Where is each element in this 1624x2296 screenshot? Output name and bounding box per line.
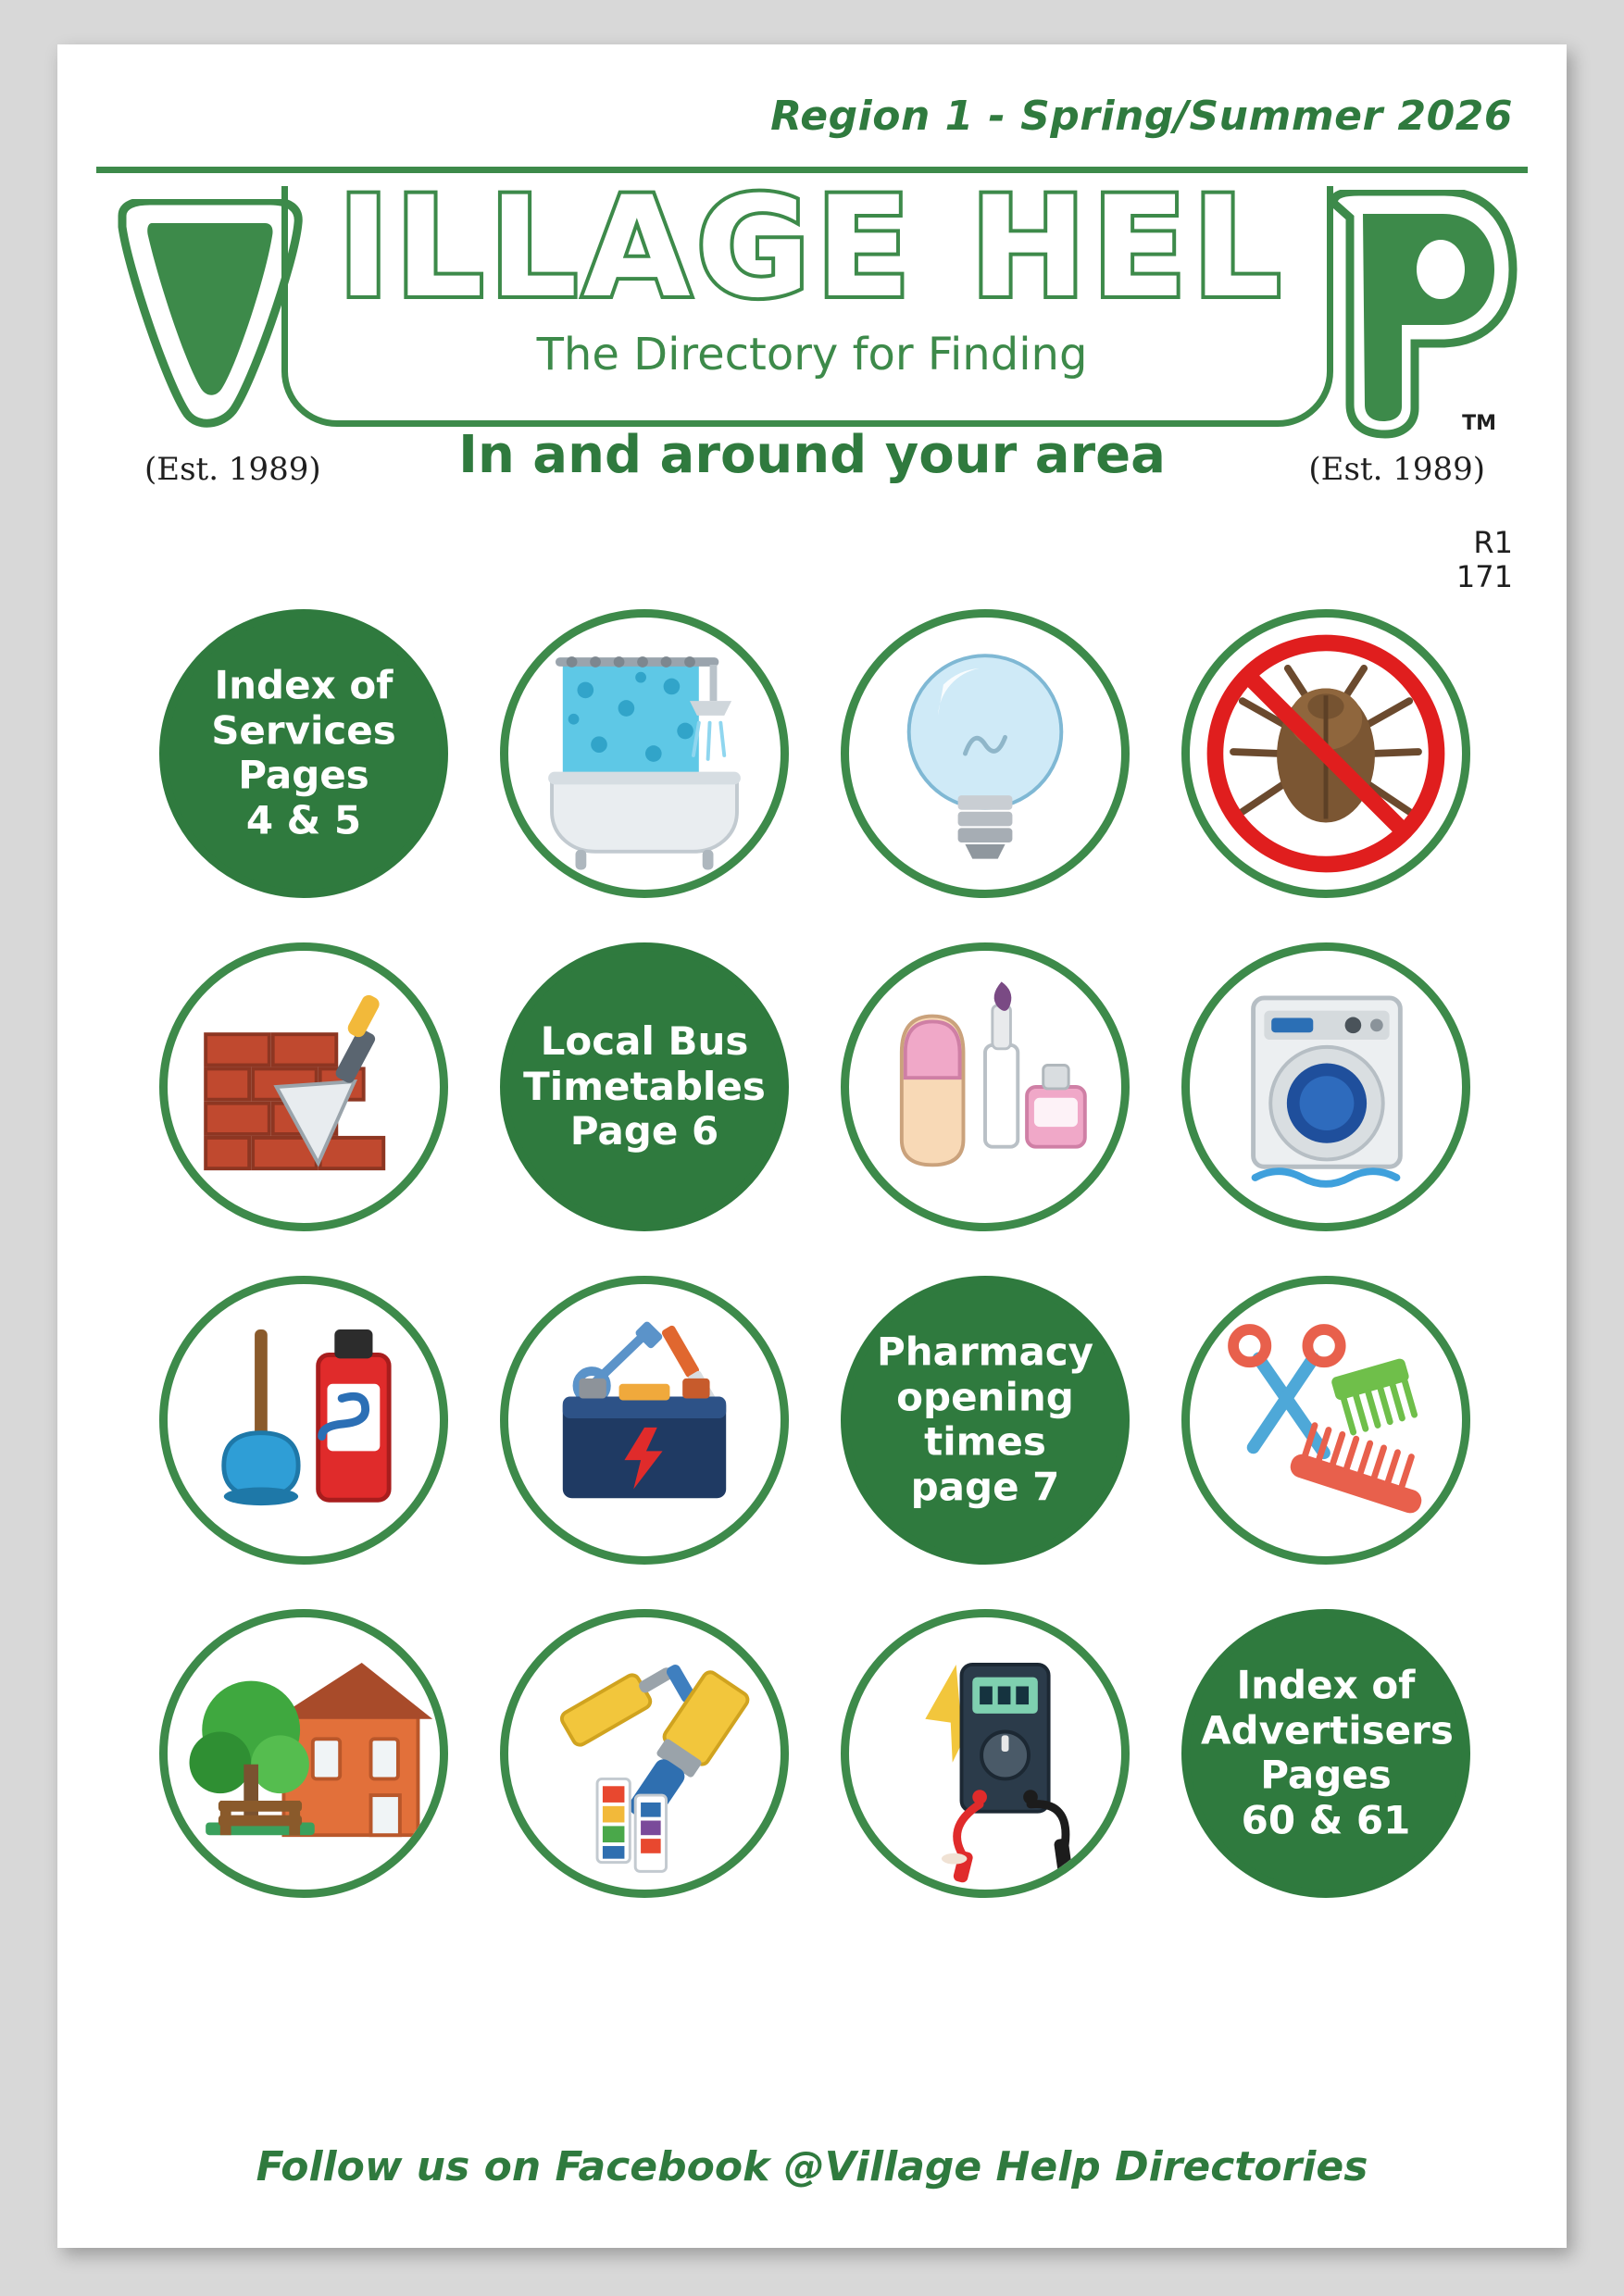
car-battery-tools-icon xyxy=(508,1284,781,1556)
tile-index-of-services[interactable] xyxy=(159,609,448,898)
grid-cell[interactable] xyxy=(487,1276,802,1591)
region-season-line: Region 1 - Spring/Summer 2026 xyxy=(770,93,1513,140)
tile-local-bus-timetables[interactable] xyxy=(500,942,789,1231)
publication-title-main: ILLAGE HEL xyxy=(337,168,1287,329)
grid-cell[interactable] xyxy=(828,1609,1143,1924)
washing-machine-icon xyxy=(1190,951,1462,1223)
grid-cell[interactable] xyxy=(828,609,1143,924)
tile-builders[interactable] xyxy=(159,942,448,1231)
grid-cell[interactable] xyxy=(828,942,1143,1257)
tile-electrician[interactable] xyxy=(841,1609,1130,1898)
no-pests-cockroach-icon xyxy=(1190,618,1462,890)
issue-code xyxy=(1456,526,1513,594)
tile-auto-services[interactable] xyxy=(500,1276,789,1565)
scissors-comb-hairdressing-icon xyxy=(1190,1284,1462,1556)
grid-cell[interactable] xyxy=(146,942,461,1257)
established-left: (Est. 1989) xyxy=(144,451,321,488)
tile-pharmacy-opening-times[interactable] xyxy=(841,1276,1130,1565)
issue-code-number: 171 xyxy=(1455,558,1513,594)
house-garden-tree-icon xyxy=(168,1617,440,1890)
tile-electrical-lighting[interactable] xyxy=(841,609,1130,898)
category-grid xyxy=(146,609,1480,1924)
tile-label: Local Bus Timetables Page 6 xyxy=(523,1017,766,1154)
trademark-mark: TM xyxy=(1462,412,1496,435)
grid-cell[interactable] xyxy=(1168,1276,1483,1591)
tile-nail-salon[interactable] xyxy=(841,942,1130,1231)
publication-tagline: The Directory for Finding xyxy=(536,329,1088,381)
tile-hairdressing[interactable] xyxy=(1181,1276,1470,1565)
grid-cell[interactable] xyxy=(1168,1609,1483,1924)
publication-title xyxy=(207,168,1417,329)
publication-subtitle: In and around your area xyxy=(458,425,1166,485)
paint-roller-brush-icon xyxy=(508,1617,781,1890)
tile-label: Index of Advertisers Pages 60 & 61 xyxy=(1201,1662,1454,1843)
tile-label: Pharmacy opening times page 7 xyxy=(876,1329,1094,1510)
tile-home-garden[interactable] xyxy=(159,1609,448,1898)
masthead xyxy=(96,168,1528,488)
lightbulb-icon xyxy=(849,618,1121,890)
tile-index-of-advertisers[interactable] xyxy=(1181,1609,1470,1898)
bricklaying-trowel-icon xyxy=(168,951,440,1223)
grid-cell[interactable] xyxy=(1168,609,1483,924)
bathroom-shower-icon xyxy=(508,618,781,890)
issue-code-region: R1 xyxy=(1473,525,1513,560)
logo-p-shape xyxy=(1305,190,1518,440)
grid-cell[interactable] xyxy=(828,1276,1143,1591)
established-right: (Est. 1989) xyxy=(1308,451,1485,488)
multimeter-electrician-icon xyxy=(849,1617,1121,1890)
directory-cover-page xyxy=(57,44,1567,2248)
grid-cell[interactable] xyxy=(146,1276,461,1591)
tile-pest-control[interactable] xyxy=(1181,609,1470,898)
grid-cell[interactable] xyxy=(1168,942,1483,1257)
tile-plumbing-drains[interactable] xyxy=(159,1276,448,1565)
nail-manicure-icon xyxy=(849,951,1121,1223)
grid-cell[interactable] xyxy=(487,609,802,924)
tile-painting-decorating[interactable] xyxy=(500,1609,789,1898)
grid-cell[interactable] xyxy=(487,1609,802,1924)
facebook-footer: Follow us on Facebook @Village Help Directories xyxy=(256,2143,1368,2190)
plunger-drain-cleaner-icon xyxy=(168,1284,440,1556)
grid-cell[interactable] xyxy=(146,1609,461,1924)
tile-bathroom[interactable] xyxy=(500,609,789,898)
tile-label: Index of Services Pages 4 & 5 xyxy=(211,662,396,843)
tile-appliance-repair[interactable] xyxy=(1181,942,1470,1231)
grid-cell[interactable] xyxy=(146,609,461,924)
grid-cell[interactable] xyxy=(487,942,802,1257)
